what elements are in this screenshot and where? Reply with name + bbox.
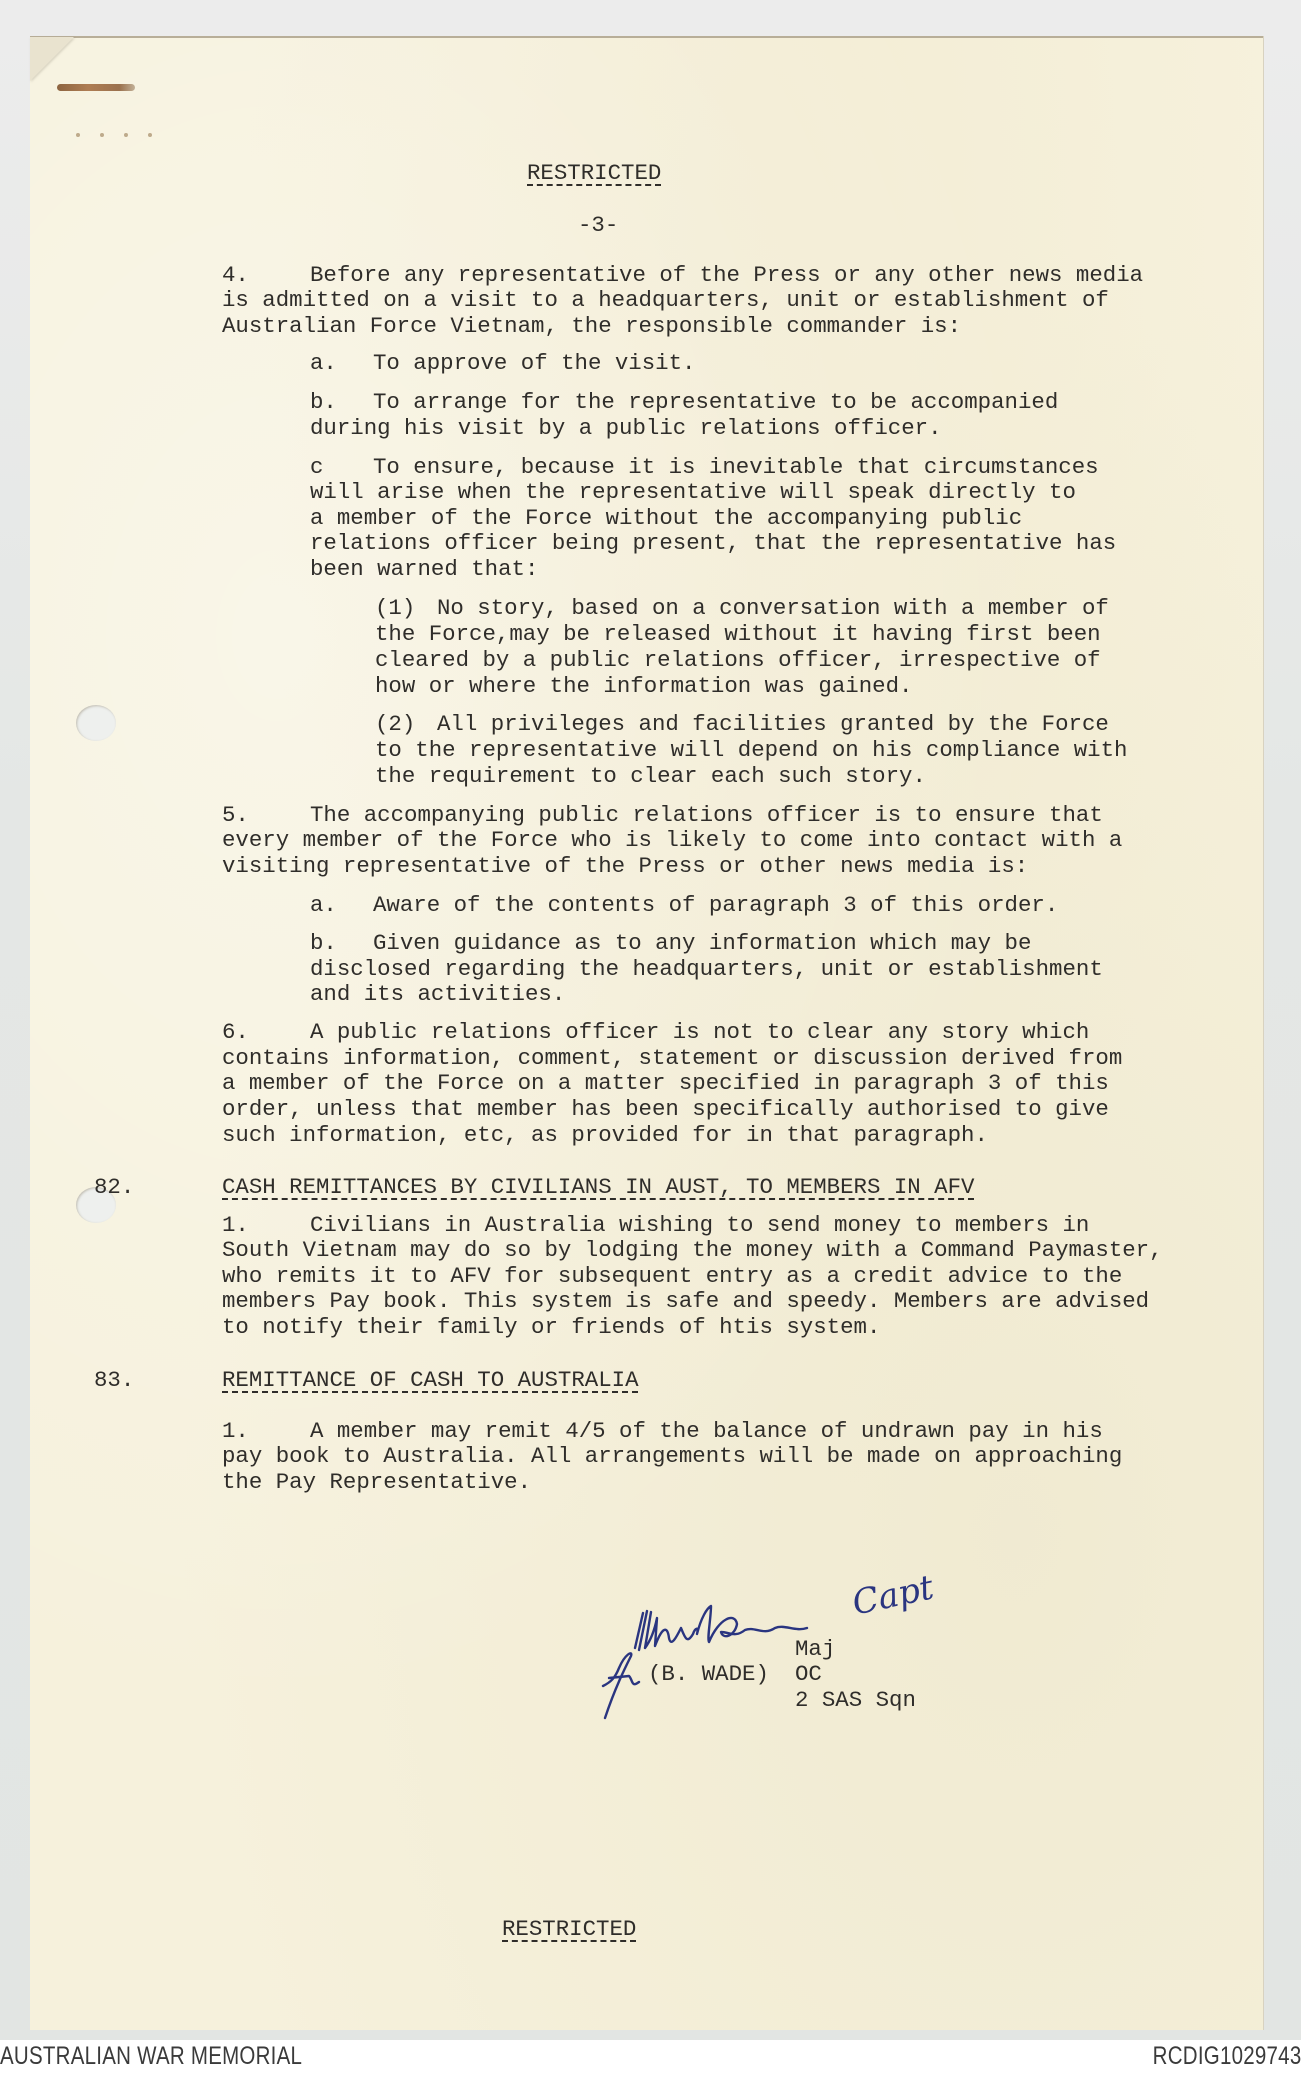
section-82-para-number: 1. [222, 1212, 249, 1238]
archive-institution: AUSTRALIAN WAR MEMORIAL [0, 2042, 303, 2070]
para-5b-label: b. [310, 930, 337, 956]
para-4-line: Australian Force Vietnam, the responsible commander is: [222, 313, 962, 339]
section-82-line: Civilians in Australia wishing to send money to members in [310, 1212, 1090, 1238]
para-5b-line: Given guidance as to any information which may be [373, 930, 1032, 956]
para-4c2-line: the requirement to clear each such story. [375, 763, 926, 789]
staple-holes [76, 133, 156, 139]
para-4b-line: To arrange for the representative to be accompanied [373, 389, 1059, 415]
para-4c1-label: (1) [375, 595, 416, 621]
section-83-line: the Pay Representative. [222, 1469, 532, 1495]
para-4-line: is admitted on a visit to a headquarters, unit or establishment of [222, 287, 1109, 313]
section-83-heading: REMITTANCE OF CASH TO AUSTRALIA [222, 1367, 639, 1393]
para-4b-label: b. [310, 389, 337, 415]
section-83-line: pay book to Australia. All arrangements will be made on approaching [222, 1443, 1123, 1469]
para-5-number: 5. [222, 802, 249, 828]
para-4c-line: been warned that: [310, 556, 539, 582]
para-5a-label: a. [310, 892, 337, 918]
para-6-number: 6. [222, 1019, 249, 1045]
para-5-line: every member of the Force who is likely to come into contact with a [222, 827, 1123, 853]
signature-for-mark [603, 1653, 639, 1718]
para-4c-line: To ensure, because it is inevitable that circumstances [373, 454, 1099, 480]
para-4-number: 4. [222, 262, 249, 288]
para-4c2-label: (2) [375, 711, 416, 737]
para-6-line: such information, etc, as provided for in that paragraph. [222, 1122, 988, 1148]
para-4c1-line: cleared by a public relations officer, irrespective of [375, 647, 1101, 673]
para-4a-line: To approve of the visit. [373, 350, 696, 376]
para-4c2-line: to the representative will depend on his compliance with [375, 737, 1128, 763]
para-4c1-line: No story, based on a conversation with a member of [437, 595, 1109, 621]
para-5b-line: disclosed regarding the headquarters, unit or establishment [310, 956, 1103, 982]
para-4c-line: a member of the Force without the accompanying public [310, 505, 1023, 531]
page-number: -3- [578, 212, 619, 238]
para-4b-line: during his visit by a public relations officer. [310, 415, 942, 441]
section-82-line: to notify their family or friends of htis system. [222, 1314, 881, 1340]
para-4c1-line: the Force,may be released without it having first been [375, 621, 1101, 647]
para-4-line: Before any representative of the Press or any other news media [310, 262, 1144, 288]
signatory-name: (B. WADE) [648, 1661, 769, 1687]
para-5a-line: Aware of the contents of paragraph 3 of this order. [373, 892, 1059, 918]
para-4c-line: will arise when the representative will speak directly to [310, 479, 1076, 505]
section-83-number: 83. [94, 1367, 135, 1393]
section-83-para-number: 1. [222, 1418, 249, 1444]
para-6-line: a member of the Force on a matter specified in paragraph 3 of this [222, 1070, 1109, 1096]
para-6-line: A public relations officer is not to clear any story which [310, 1019, 1090, 1045]
para-5b-line: and its activities. [310, 981, 566, 1007]
para-5-line: The accompanying public relations officer is to ensure that [310, 802, 1103, 828]
para-4c2-line: All privileges and facilities granted by the Force [437, 711, 1109, 737]
section-82-heading: CASH REMITTANCES BY CIVILIANS IN AUST, TO MEMBERS IN AFV [222, 1174, 975, 1200]
archive-reference: RCDIG1029743 [1152, 2042, 1301, 2070]
signature-stroke [635, 1606, 807, 1650]
signatory-rank: Maj [795, 1636, 836, 1662]
para-4a-label: a. [310, 350, 337, 376]
para-6-line: contains information, comment, statement or discussion derived from [222, 1045, 1123, 1071]
classification-footer: RESTRICTED [502, 1916, 637, 1942]
signatory-unit: 2 SAS Sqn [795, 1687, 916, 1713]
section-82-line: South Vietnam may do so by lodging the money with a Command Paymaster, [222, 1237, 1163, 1263]
classification-header: RESTRICTED [527, 160, 662, 186]
section-82-line: who remits it to AFV for subsequent entry as a credit advice to the [222, 1263, 1123, 1289]
para-5-line: visiting representative of the Press or other news media is: [222, 853, 1029, 879]
staple-rust-mark [57, 84, 135, 91]
para-6-line: order, unless that member has been specifically authorised to give [222, 1096, 1109, 1122]
punch-hole-icon [76, 705, 116, 741]
folded-corner [30, 37, 74, 81]
signature-capt: Capt [848, 1567, 938, 1624]
section-82-line: members Pay book. This system is safe and speedy. Members are advised [222, 1288, 1150, 1314]
section-82-number: 82. [94, 1174, 135, 1200]
para-4c1-line: how or where the information was gained. [375, 673, 913, 699]
para-4c-line: relations officer being present, that the representative has [310, 530, 1117, 556]
para-4c-label: c [310, 454, 324, 480]
signatory-appointment: OC [795, 1661, 822, 1687]
section-83-line: A member may remit 4/5 of the balance of undrawn pay in his [310, 1418, 1103, 1444]
